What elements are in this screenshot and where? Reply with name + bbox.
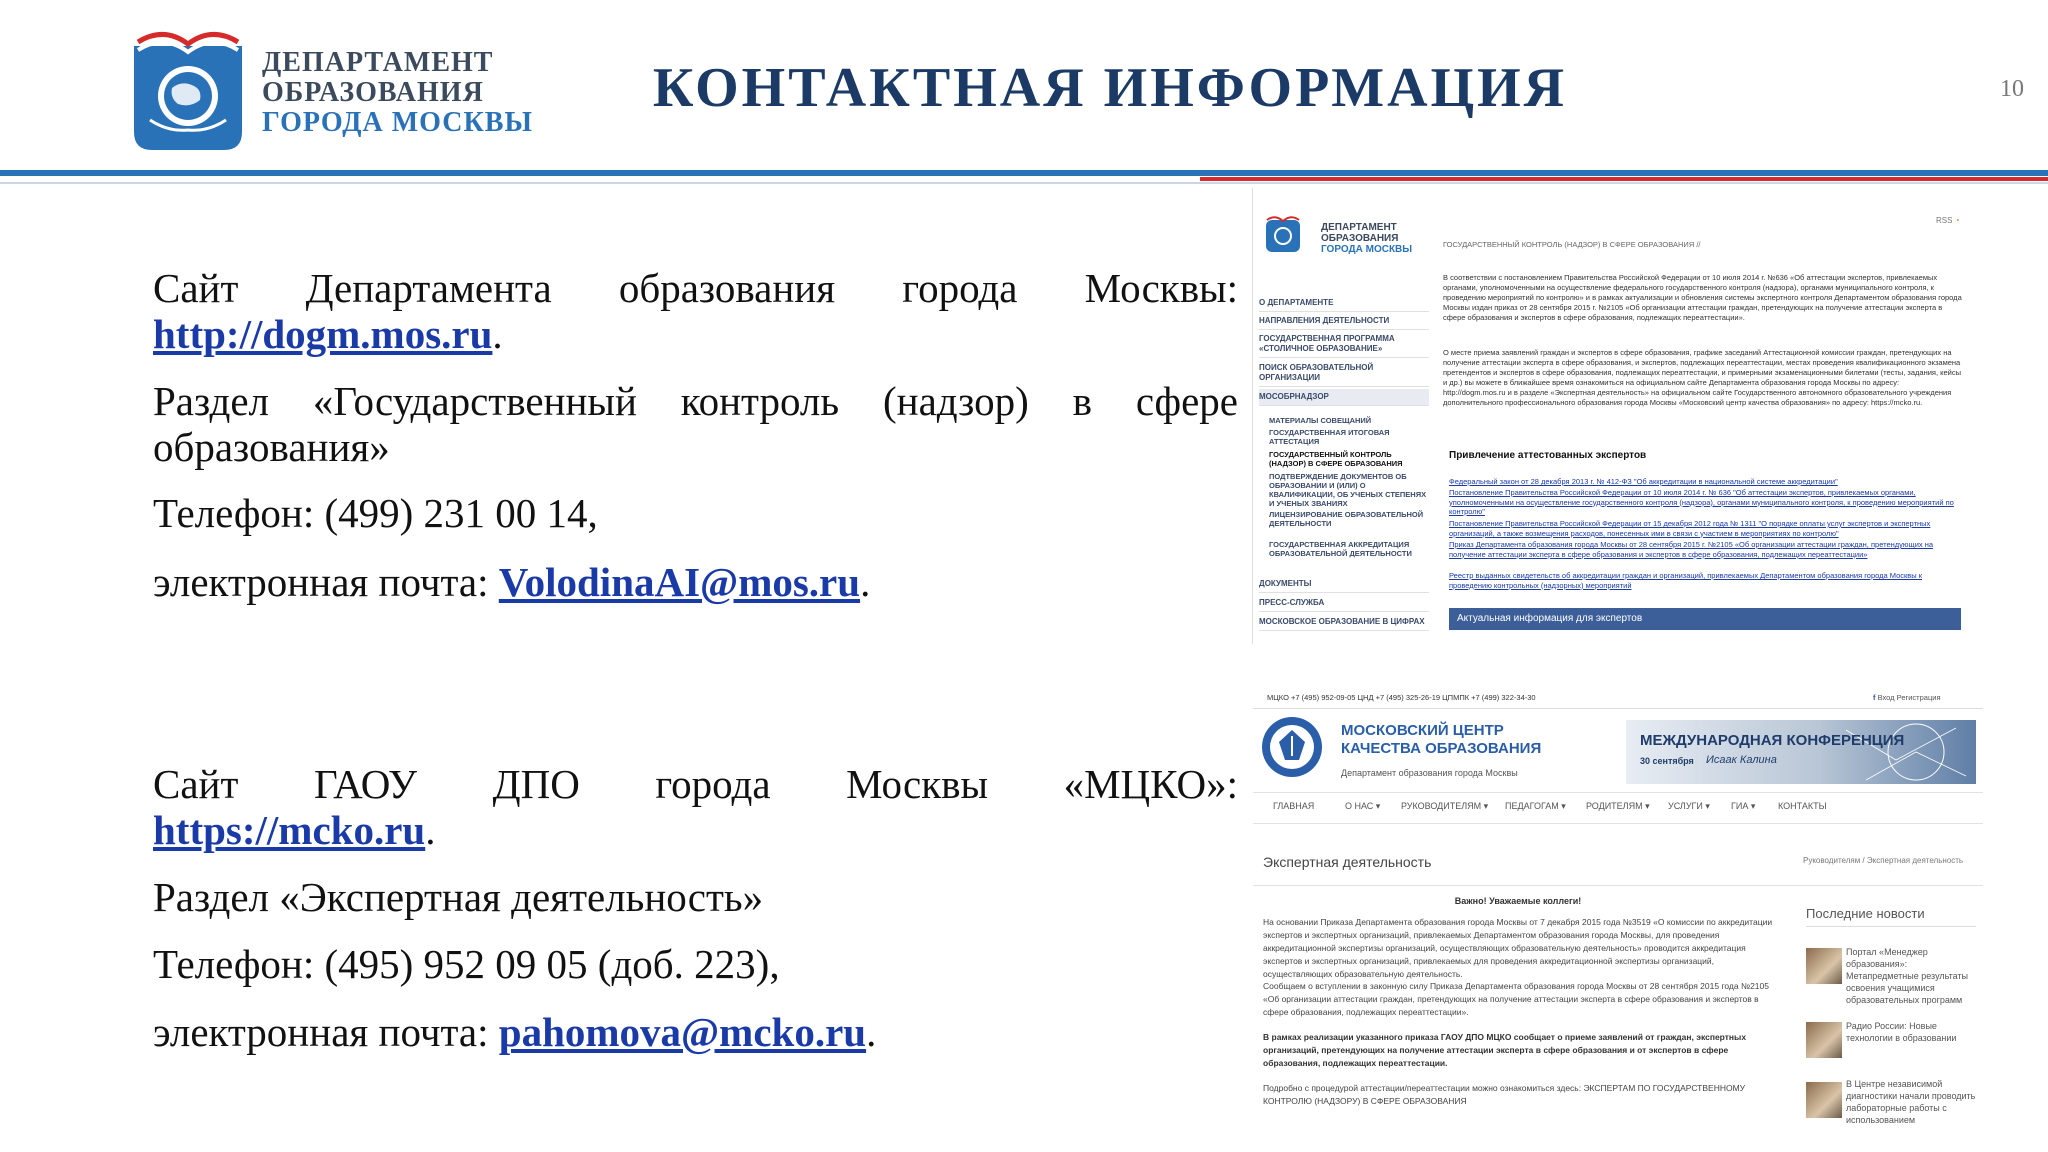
block2-phone: Телефон: (495) 952 09 05 (доб. 223), (153, 941, 780, 987)
mcko-page-title: Экспертная деятельность (1263, 854, 1432, 870)
experts-info-button[interactable]: Актуальная информация для экспертов (1449, 608, 1961, 630)
header-rule-blue (0, 170, 2048, 176)
block2-site-line: https://mcko.ru. (153, 807, 436, 853)
header-rule-light (0, 182, 2048, 184)
org-name-line2: ОБРАЗОВАНИЯ (262, 77, 484, 108)
mini-logo-line3: ГОРОДА МОСКВЫ (1321, 244, 1413, 255)
dogm-subheading: Привлечение аттестованных экспертов (1449, 450, 1647, 461)
dogm-nav-directions[interactable]: НАПРАВЛЕНИЯ ДЕЯТЕЛЬНОСТИ (1259, 313, 1429, 330)
dogm-nav-search[interactable]: ПОИСК ОБРАЗОВАТЕЛЬНОЙ ОРГАНИЗАЦИИ (1259, 360, 1429, 387)
mcko-paragraph-3: В рамках реализации указанного приказа ГАОУ ДПО МЦКО сообщает о приеме заявлений от граждан, экспертных организаций, претендующих на получение аттестации эксперта в сфере образования и от экспертов в сфере образования, подлежащих переаттестации. (1263, 1032, 1747, 1068)
news-thumbnail[interactable] (1806, 1022, 1842, 1058)
dogm-nav-mosobrnadzor[interactable]: МОСОБРНАДЗОР (1259, 389, 1429, 406)
dogm-subnav-materials[interactable]: МАТЕРИАЛЫ СОВЕЩАНИЙ (1269, 416, 1372, 425)
page-number: 10 (2000, 76, 2024, 102)
email-label: электронная почта: (153, 559, 489, 605)
org-name-line1: ДЕПАРТАМЕНТ (262, 47, 494, 78)
period: . (492, 311, 503, 357)
dogm-nav-program[interactable]: ГОСУДАРСТВЕННАЯ ПРОГРАММА «СТОЛИЧНОЕ ОБРАЗОВАНИЕ» (1259, 331, 1429, 358)
banner-network-graphic (1826, 720, 1976, 784)
dogm-nav-about[interactable]: О ДЕПАРТАМЕНТЕ (1259, 295, 1429, 312)
mcko-link[interactable]: https://mcko.ru (153, 807, 426, 853)
block1-site-line (153, 311, 1238, 357)
dogm-subnav-control[interactable]: ГОСУДАРСТВЕННЫЙ КОНТРОЛЬ (НАДЗОР) В СФЕРЕ ОБРАЗОВАНИЯ (1269, 450, 1403, 468)
dogm-subnav-docs[interactable]: ПОДТВЕРЖДЕНИЕ ДОКУМЕНТОВ ОБ ОБРАЗОВАНИИ И (ИЛИ) О КВАЛИФИКАЦИИ, ОБ УЧЕНЫХ СТЕПЕНЯХ И УЧЕНЫХ ЗВАНИЯХ (1269, 472, 1427, 508)
menu-parents[interactable]: РОДИТЕЛЯМ ▾ (1586, 801, 1650, 811)
mcko-paragraph-2: Сообщаем о вступлении в законную силу Приказа Департамента образования города Москвы от 28 сентября 2015 года №2105 «Об организации аттестации граждан, претендующих на получение аттестации эксперта в сфере образования и экспертов в сфере образования, подлежащих переаттестации». (1263, 981, 1769, 1017)
dogm-doc-link[interactable]: Постановление Правительства Российской Федерации от 10 июля 2014 г. № 636 "Об аттестации экспертов, привлекаемых органами, уполномоченными на осуществление государственного контроля (надзора), органами муниципального контроля, к проведению мероприятий по контролю" (1449, 488, 1954, 516)
mcko-topbar-phones: МЦКО +7 (495) 952-09-05 ЦНД +7 (495) 325-26-19 ЦПМПК +7 (499) 322-34-30 (1267, 693, 1536, 702)
mcko-greeting: Важно! Уважаемые коллеги! (1454, 896, 1582, 906)
dogm-link[interactable]: http://dogm.mos.ru (153, 311, 493, 357)
dogm-nav-numbers[interactable]: МОСКОВСКОЕ ОБРАЗОВАНИЕ В ЦИФРАХ (1259, 614, 1429, 631)
conference-banner[interactable] (1626, 720, 1976, 784)
mcko-name-line1: МОСКОВСКИЙ ЦЕНТР (1341, 722, 1504, 739)
menu-about[interactable]: О НАС ▾ (1345, 801, 1381, 811)
dogm-breadcrumb: ГОСУДАРСТВЕННЫЙ КОНТРОЛЬ (НАДЗОР) В СФЕРЕ ОБРАЗОВАНИЯ // (1443, 240, 1701, 249)
header-rule-red (1200, 177, 2048, 181)
dogm-doc-link[interactable]: Приказ Департамента образования города Москвы от 28 сентября 2015 г. №2105 «Об организации аттестации граждан, претендующих на получение аттестации эксперта в сфере образования и экспертов в сфере образования, подлежащих переаттестации» (1449, 540, 1934, 559)
rss-link[interactable]: RSS ◔ (1936, 216, 1960, 225)
block1-email-line: электронная почта: VolodinaAI@mos.ru. (153, 559, 871, 605)
mcko-breadcrumb: Руководителям / Экспертная деятельность (1803, 856, 1964, 865)
mcko-paragraph-1: На основании Приказа Департамента образования города Москвы от 7 декабря 2015 года №3519 «О комиссии по аккредитации экспертов и экспертных организаций, привлекаемых Департаментом образования города Москвы, для проведения аккредитационной экспертизы организаций, осуществляющих образовательную деятельность» проводится аккредитация экспертов и экспертных организаций, привлекаемых для проведения аккредитационной экспертизы организаций, осуществляющих образовательную деятельность. (1263, 917, 1773, 979)
org-name-line3: ГОРОДА МОСКВЫ (262, 107, 533, 138)
dogm-mini-logo (1263, 214, 1303, 254)
banner-title: МЕЖДУНАРОДНАЯ КОНФЕРЕНЦИЯ (1640, 732, 1905, 749)
dogm-doc-link[interactable]: Постановление Правительства Российской Федерации от 15 декабря 2012 года № 1311 "О порядке оплаты услуг экспертов и экспертных организаций, а также возмещения расходов, понесенных ими в связи с участием в мероприятиях по контролю" (1449, 519, 1931, 538)
rss-icon: ◔ (1954, 216, 1960, 225)
dogm-paragraph-1: В соответствии с постановлением Правительства Российской Федерации от 10 июля 2014 г. №636 «Об аттестации экспертов, привлекаемых органами, уполномоченными на осуществление федерального государственного контроля (надзора), органами муниципального контроля, к проведению мероприятий по контролю» и в рамках актуализации и обновления системы экспертного контроля Департаментом образования города Москвы издан приказ от 28 сентября 2015 г. №2105 «Об организации аттестации граждан, претендующих на получение аттестации эксперта в сфере образования и экспертов в сфере образования, подлежащих переаттестации». (1443, 273, 1962, 322)
volodina-email-link[interactable]: VolodinaAI@mos.ru (498, 559, 861, 605)
email-label: электронная почта: (153, 1009, 489, 1055)
menu-teachers[interactable]: ПЕДАГОГАМ ▾ (1505, 801, 1566, 811)
news-item[interactable]: Портал «Менеджер образования»: Метапредметные результаты освоения учащимися образовательных программ (1846, 947, 1969, 1005)
news-item[interactable]: В Центре независимой диагностики начали проводить лабораторные работы с использованием (1846, 1079, 1976, 1125)
dogm-nav-documents[interactable]: ДОКУМЕНТЫ (1259, 576, 1429, 593)
news-item[interactable]: Радио России: Новые технологии в образовании (1846, 1021, 1957, 1043)
menu-contacts[interactable]: КОНТАКТЫ (1778, 801, 1827, 811)
block2-section: Раздел «Экспертная деятельность» (153, 874, 764, 920)
dogm-subnav-accreditation[interactable]: ГОСУДАРСТВЕННАЯ АККРЕДИТАЦИЯ ОБРАЗОВАТЕЛЬНОЙ ДЕЯТЕЛЬНОСТИ (1269, 540, 1412, 558)
menu-gia[interactable]: ГИА ▾ (1731, 801, 1756, 811)
dogm-nav-press[interactable]: ПРЕСС-СЛУЖБА (1259, 595, 1429, 612)
facebook-icon[interactable]: f (1873, 693, 1876, 702)
news-thumbnail[interactable] (1806, 948, 1842, 984)
dogm-site-screenshot (1252, 188, 1975, 644)
login-link[interactable]: Вход (1877, 693, 1895, 702)
banner-date: 30 сентября (1640, 756, 1694, 766)
pahomova-email-link[interactable]: pahomova@mcko.ru (498, 1009, 867, 1055)
mini-logo-line2: ОБРАЗОВАНИЯ (1321, 233, 1399, 244)
latest-news-heading: Последние новости (1806, 906, 1925, 921)
menu-managers[interactable]: РУКОВОДИТЕЛЯМ ▾ (1401, 801, 1489, 811)
dogm-subnav-gia[interactable]: ГОСУДАРСТВЕННАЯ ИТОГОВАЯ АТТЕСТАЦИЯ (1269, 428, 1390, 446)
block1-section: Раздел «Государственный контроль (надзор) в сфере образования» (153, 378, 1238, 470)
dogm-doc-link[interactable]: Федеральный закон от 28 декабря 2013 г. № 412-ФЗ "Об аккредитации в национальной системе аккредитации" (1449, 477, 1838, 486)
department-logo (128, 28, 248, 154)
menu-services[interactable]: УСЛУГИ ▾ (1668, 801, 1710, 811)
block2-email-line: электронная почта: pahomova@mcko.ru. (153, 1009, 877, 1055)
block1-phone: Телефон: (499) 231 00 14, (153, 490, 598, 536)
register-link[interactable]: Регистрация (1896, 693, 1941, 702)
menu-home[interactable]: ГЛАВНАЯ (1273, 801, 1315, 811)
mcko-emblem (1261, 716, 1323, 778)
block1-site-label: Сайт Департамента образования города Москвы: (153, 265, 1238, 311)
dogm-subnav-license[interactable]: ЛИЦЕНЗИРОВАНИЕ ОБРАЗОВАТЕЛЬНОЙ ДЕЯТЕЛЬНОСТИ (1269, 510, 1424, 528)
dogm-paragraph-2: О месте приема заявлений граждан и экспертов в сфере образования, графике заседаний Аттестационной комиссии граждан, претендующих на получение аттестации эксперта в сфере образования, и экспертов, подлежащих переаттестации, местах проведения квалификационного экзамена претендентов и экспертов в сфере образования, подлежащих переаттестации, и примерными экзаменационными билетами (тесты, задания, кейсы и др.) вы можете в ближайшее время ознакомиться на официальном сайте Департамента образования города Москвы по адресу: http://dogm.mos.ru и в разделе «Экспертная деятельность» на официальном сайте Государственного автономного образовательного учреждения дополнительного профессионального образования города Москвы «Московский центр качества образования» по адресу: https://mcko.ru. (1443, 348, 1961, 407)
mcko-name-line2: КАЧЕСТВА ОБРАЗОВАНИЯ (1341, 740, 1542, 757)
mcko-site-screenshot (1253, 686, 1983, 1126)
slide-title: КОНТАКТНАЯ ИНФОРМАЦИЯ (652, 57, 1568, 119)
mcko-subtitle: Департамент образования города Москвы (1341, 768, 1518, 778)
mini-logo-line1: ДЕПАРТАМЕНТ (1321, 222, 1397, 233)
news-thumbnail[interactable] (1806, 1082, 1842, 1118)
dogm-doc-link[interactable]: Реестр выданных свидетельств об аккредитации граждан и организаций, привлекаемых Департаментом образования города Москвы к проведению контрольных (надзорных) мероприятий (1449, 571, 1923, 590)
block2-site-label: Сайт ГАОУ ДПО города Москвы «МЦКО»: (153, 761, 1238, 807)
mcko-paragraph-4: Подробно с процедурой аттестации/переаттестации можно ознакомиться здесь: ЭКСПЕРТАМ ПО ГОСУДАРСТВЕННОМУ КОНТРОЛЮ (НАДЗОРУ) В СФЕРЕ ОБРАЗОВАНИЯ (1263, 1083, 1746, 1106)
banner-person: Исаак Калина (1706, 754, 1777, 766)
